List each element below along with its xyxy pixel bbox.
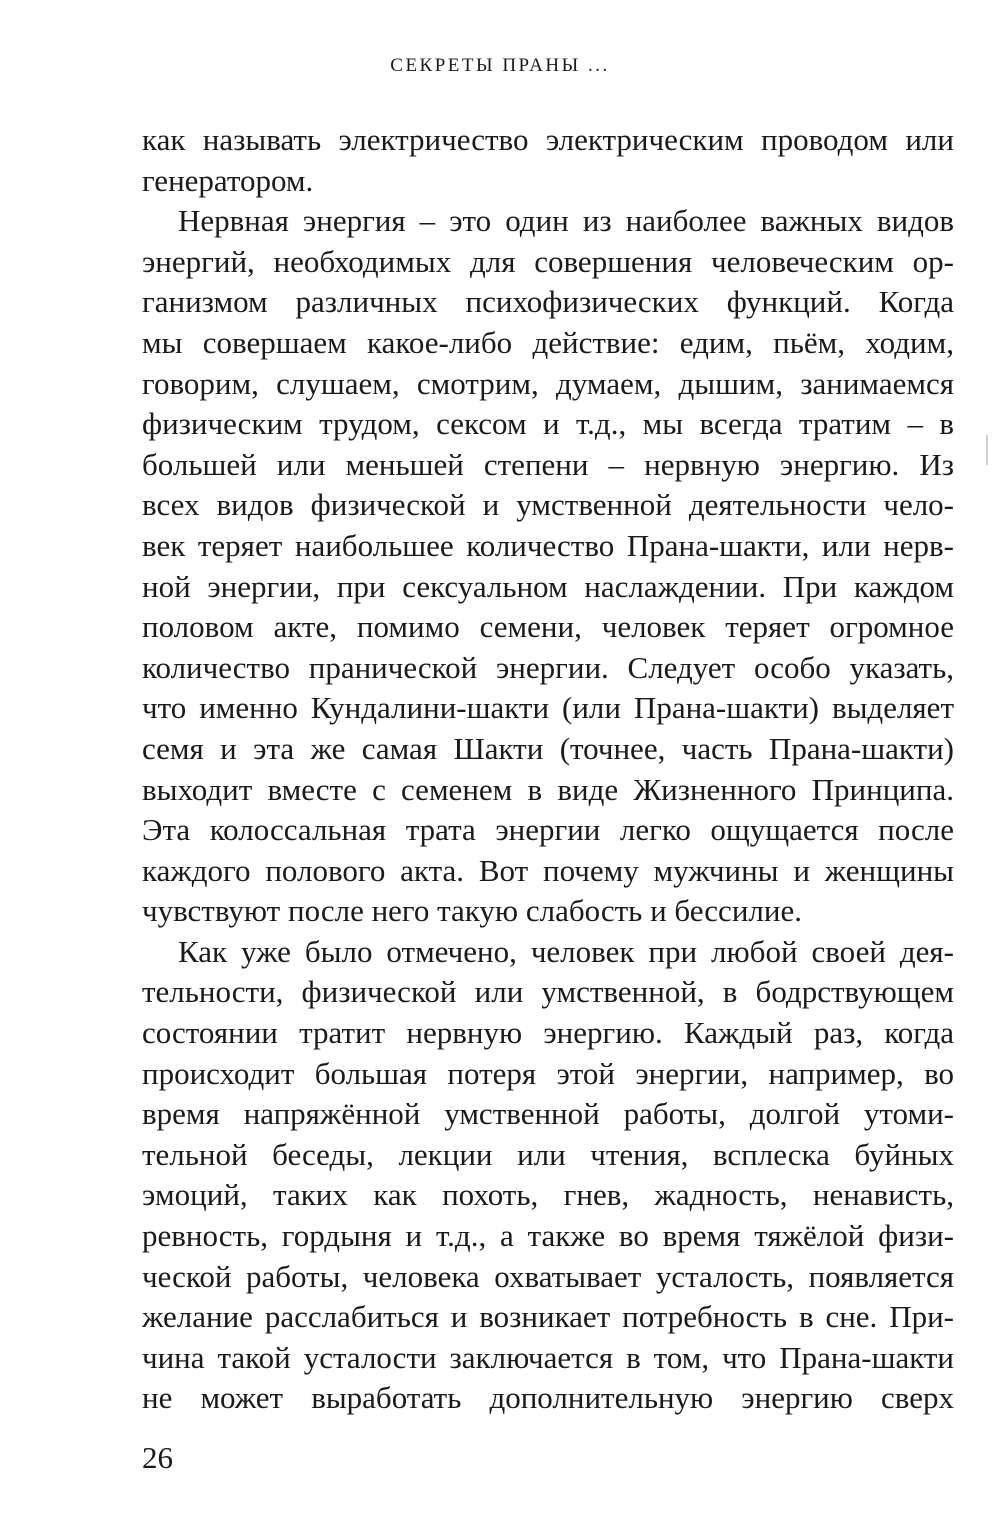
text-line: желание расслабиться и возникает потребность в сне. При- <box>142 1299 954 1335</box>
text-line: семя и эта же самая Шакти (точнее, часть Прана-шакти) <box>142 730 954 766</box>
text-line: количество пранической энергии. Следует особо указать, <box>142 649 954 685</box>
text-line: энергий, необходимых для совершения человеческим ор- <box>142 243 954 279</box>
text-line: мы совершаем какое-либо действие: едим, пьём, ходим, <box>142 324 954 360</box>
text-line: что именно Кундалини-шакти (или Прана-шакти) выделяет <box>142 690 954 726</box>
text-line: не может выработать дополнительную энергию сверх <box>142 1380 954 1416</box>
text-line: ганизмом различных психофизических функций. Когда <box>142 284 954 320</box>
text-line: каждого полового акта. Вот почему мужчины и женщины <box>142 852 954 888</box>
text-line: чувствуют после него такую слабость и бессилие. <box>142 893 802 929</box>
text-line: эмоций, таких как похоть, гнев, жадность, ненависть, <box>142 1177 954 1213</box>
text-line: ческой работы, человека охватывает усталость, появляется <box>142 1258 954 1294</box>
text-line: ревность, гордыня и т.д., а также во время тяжёлой физи- <box>142 1218 954 1254</box>
running-head: СЕКРЕТЫ ПРАНЫ ... <box>390 55 610 76</box>
text-line: век теряет наибольшее количество Прана-шакти, или нерв- <box>142 527 954 563</box>
text-line: как называть электричество электрическим проводом или <box>142 122 954 157</box>
text-line: генератором. <box>142 162 314 198</box>
text-line: физическим трудом, сексом и т.д., мы всегда тратим – в <box>142 406 954 442</box>
text-line: Нервная энергия – это один из наиболее важных видов <box>178 203 954 239</box>
text-line: ной энергии, при сексуальном наслаждении. При каждом <box>142 568 954 604</box>
text-line: состоянии тратит нервную энергию. Каждый раз, когда <box>142 1015 954 1051</box>
text-line: время напряжённой умственной работы, долгой утоми- <box>142 1096 954 1132</box>
text-line: чина такой усталости заключается в том, что Прана-шакти <box>142 1339 954 1375</box>
body-text <box>142 120 954 1419</box>
text-line: говорим, слушаем, смотрим, думаем, дышим, занимаемся <box>142 365 954 401</box>
text-line: большей или меньшей степени – нервную энергию. Из <box>142 446 954 482</box>
text-line: всех видов физической и умственной деятельности чело- <box>142 487 954 523</box>
text-line: половом акте, помимо семени, человек теряет огромное <box>142 609 954 645</box>
text-line: Как уже было отмечено, человек при любой своей дея- <box>178 933 954 969</box>
text-line: тельной беседы, лекции или чтения, всплеска буйных <box>142 1136 954 1172</box>
text-line: происходит большая потеря этой энергии, например, во <box>142 1055 954 1091</box>
page-edge-mark <box>986 435 988 465</box>
text-line: тельности, физической или умственной, в бодрствующем <box>142 974 954 1010</box>
page-number: 26 <box>142 1440 173 1475</box>
text-line: выходит вместе с семенем в виде Жизненного Принципа. <box>142 771 954 807</box>
text-line: Эта колоссальная трата энергии легко ощущается после <box>142 812 954 848</box>
